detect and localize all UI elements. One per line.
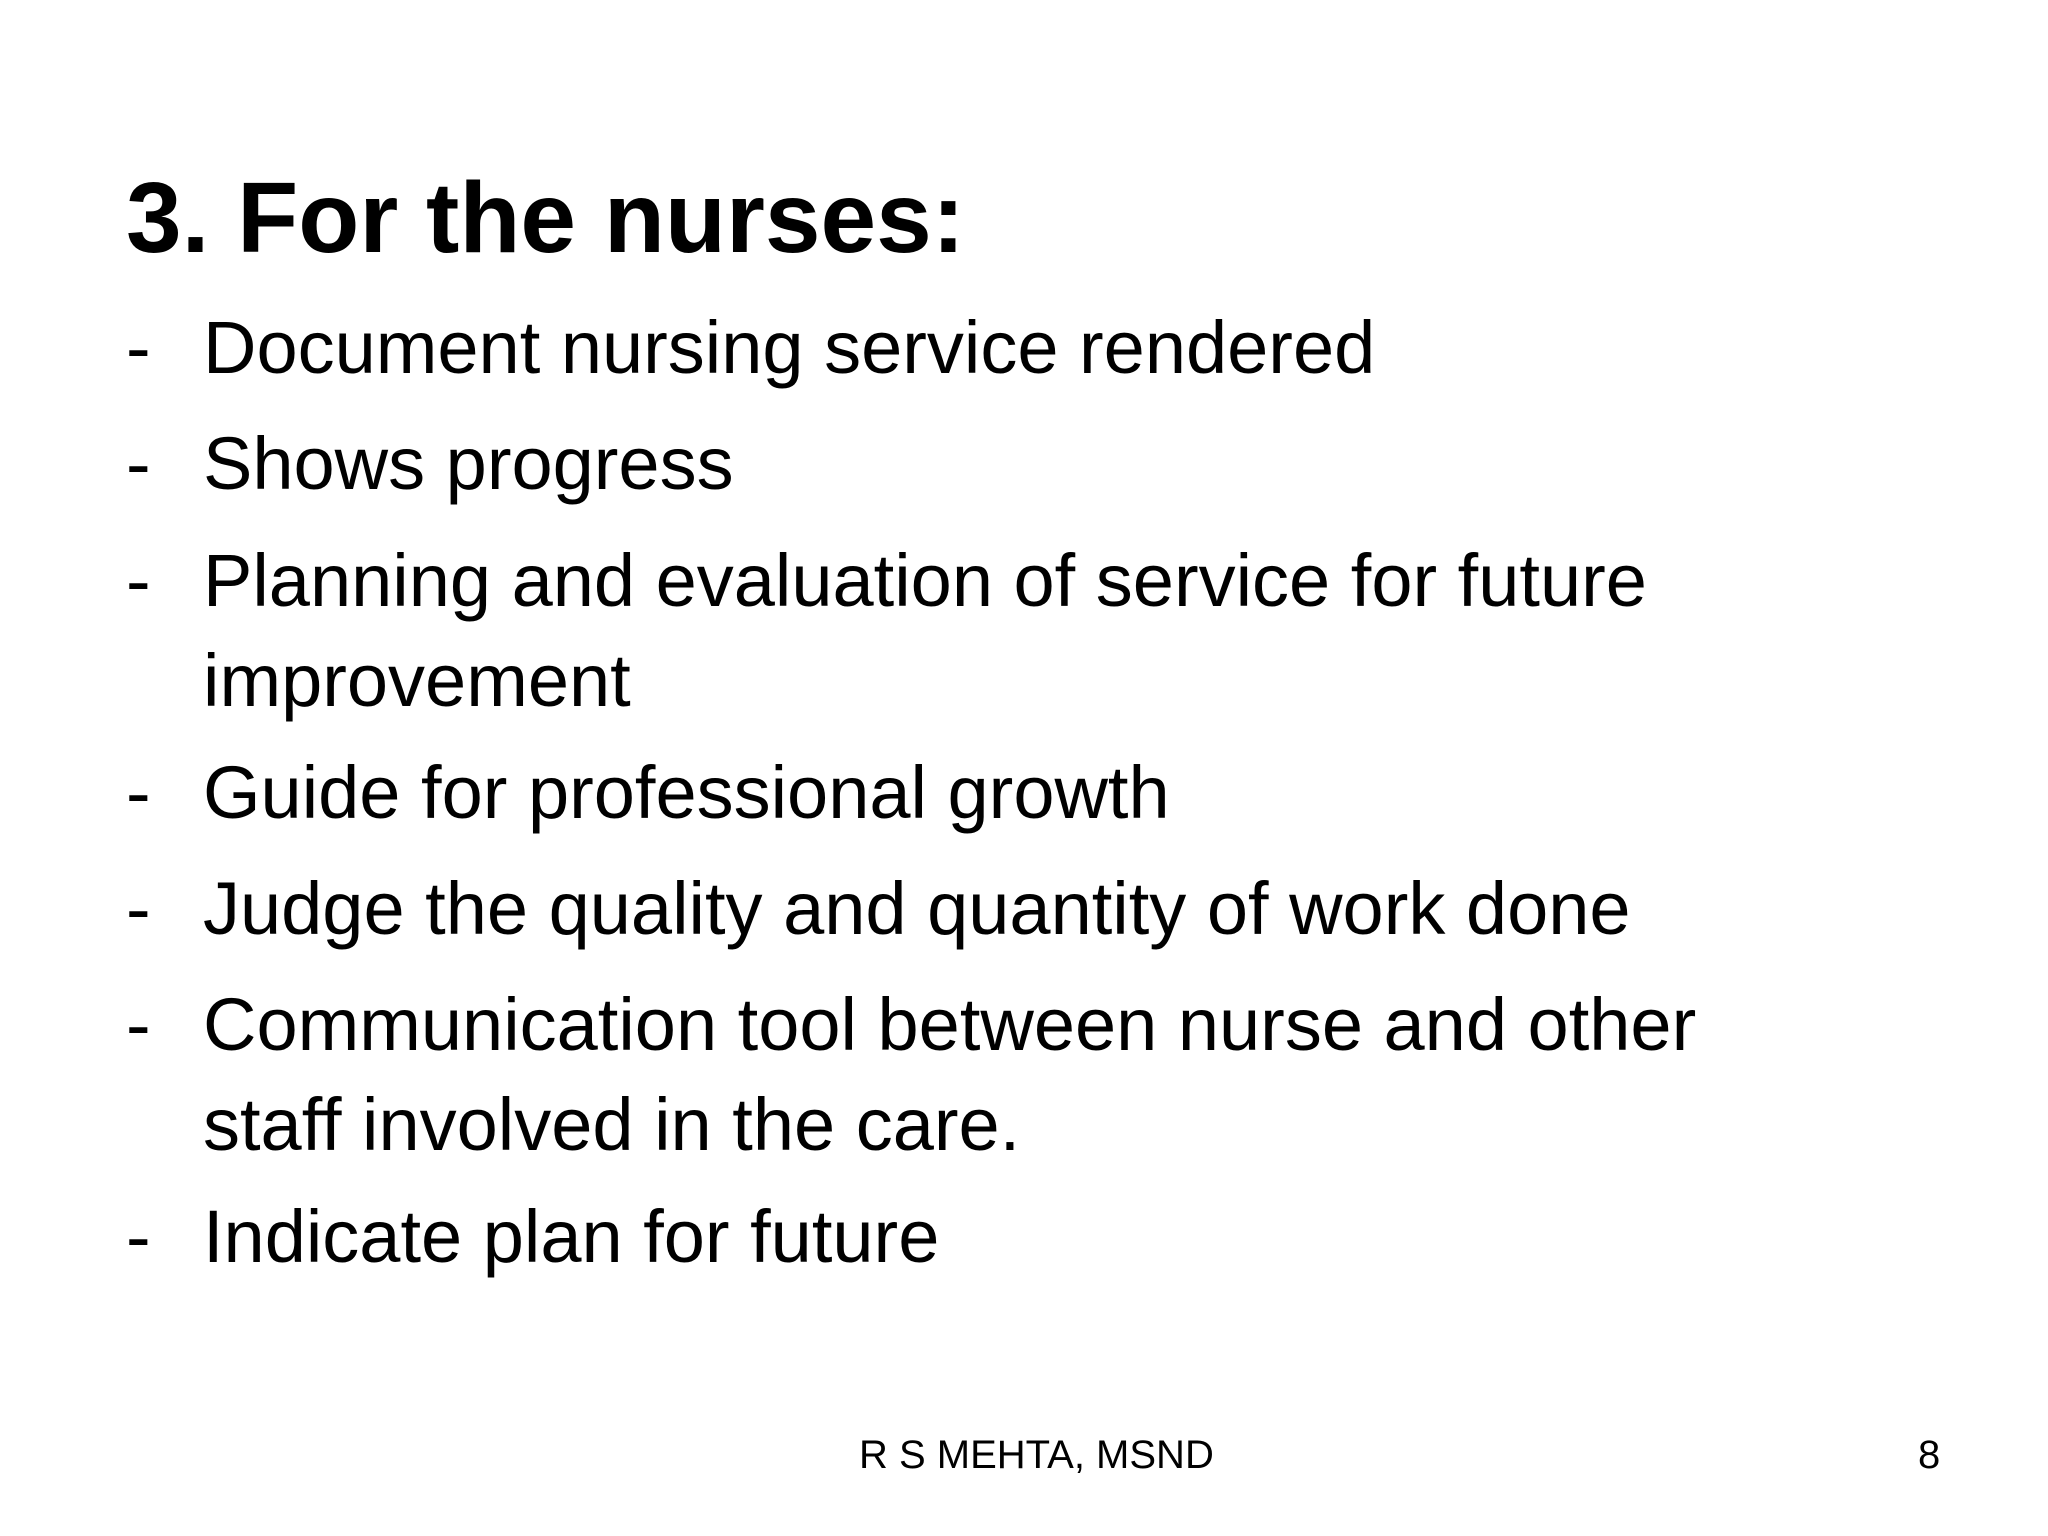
bullet-line: Planning and evaluation of service for future <box>203 539 1647 622</box>
bullet-dash: - <box>126 1195 151 1278</box>
bullet-text <box>203 531 1923 731</box>
footer-author: R S MEHTA, MSND <box>859 1433 1214 1477</box>
bullet-line: Indicate plan for future <box>203 1195 940 1278</box>
bullet-line: improvement <box>203 639 631 722</box>
slide-title: 3. For the nurses: <box>126 162 966 274</box>
bullet-text <box>203 1187 1923 1287</box>
bullet-text <box>203 743 1923 843</box>
bullet-text <box>203 859 1923 959</box>
bullet-text <box>203 414 1923 514</box>
bullet-line: staff involved in the care. <box>203 1083 1021 1166</box>
bullet-dash: - <box>126 539 151 622</box>
bullet-line: Judge the quality and quantity of work done <box>203 867 1631 950</box>
bullet-dash: - <box>126 306 151 389</box>
bullet-dash: - <box>126 983 151 1066</box>
bullet-text <box>203 975 1923 1175</box>
bullet-line: Document nursing service rendered <box>203 306 1376 389</box>
bullet-line: Communication tool between nurse and other <box>203 983 1697 1066</box>
bullet-line: Guide for professional growth <box>203 751 1170 834</box>
bullet-text <box>203 298 1923 398</box>
bullet-dash: - <box>126 422 151 505</box>
page-number: 8 <box>1918 1433 1941 1477</box>
bullet-line: Shows progress <box>203 422 734 505</box>
bullet-dash: - <box>126 751 151 834</box>
bullet-dash: - <box>126 867 151 950</box>
